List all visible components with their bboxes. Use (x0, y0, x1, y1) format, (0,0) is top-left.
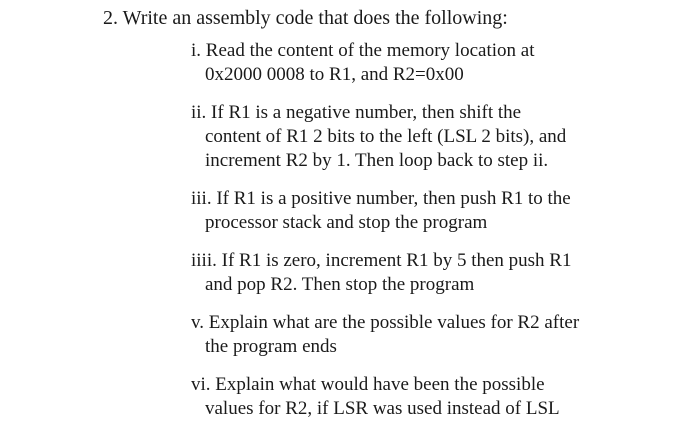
sub-question-iiii (191, 249, 696, 297)
sub-question-line: the program ends (205, 336, 337, 357)
question-heading: 2. Write an assembly code that does the following: (103, 7, 508, 29)
sub-question-line: content of R1 2 bits to the left (LSL 2 bits), and (205, 126, 567, 147)
sub-question-ii (191, 101, 696, 173)
sub-question-i (191, 39, 696, 87)
sub-question-line: increment R2 by 1. Then loop back to step ii. (205, 150, 549, 171)
sub-question-iii (191, 187, 696, 235)
sub-question-line: v. Explain what are the possible values for R2 after (191, 312, 580, 333)
sub-question-line: and pop R2. Then stop the program (205, 274, 475, 295)
sub-question-line: vi. Explain what would have been the possible (191, 374, 545, 395)
sub-question-line: 0x2000 0008 to R1, and R2=0x00 (205, 64, 464, 85)
sub-question-line: processor stack and stop the program (205, 212, 488, 233)
sub-question-list (191, 39, 696, 435)
sub-question-v (191, 311, 696, 359)
sub-question-line: values for R2, if LSR was used instead of LSL (205, 398, 560, 419)
sub-question-line: iii. If R1 is a positive number, then push R1 to the (191, 188, 571, 209)
sub-question-line: i. Read the content of the memory location at (191, 40, 535, 61)
sub-question-line: iiii. If R1 is zero, increment R1 by 5 then push R1 (191, 250, 572, 271)
sub-question-vi (191, 373, 696, 421)
sub-question-line: ii. If R1 is a negative number, then shift the (191, 102, 522, 123)
